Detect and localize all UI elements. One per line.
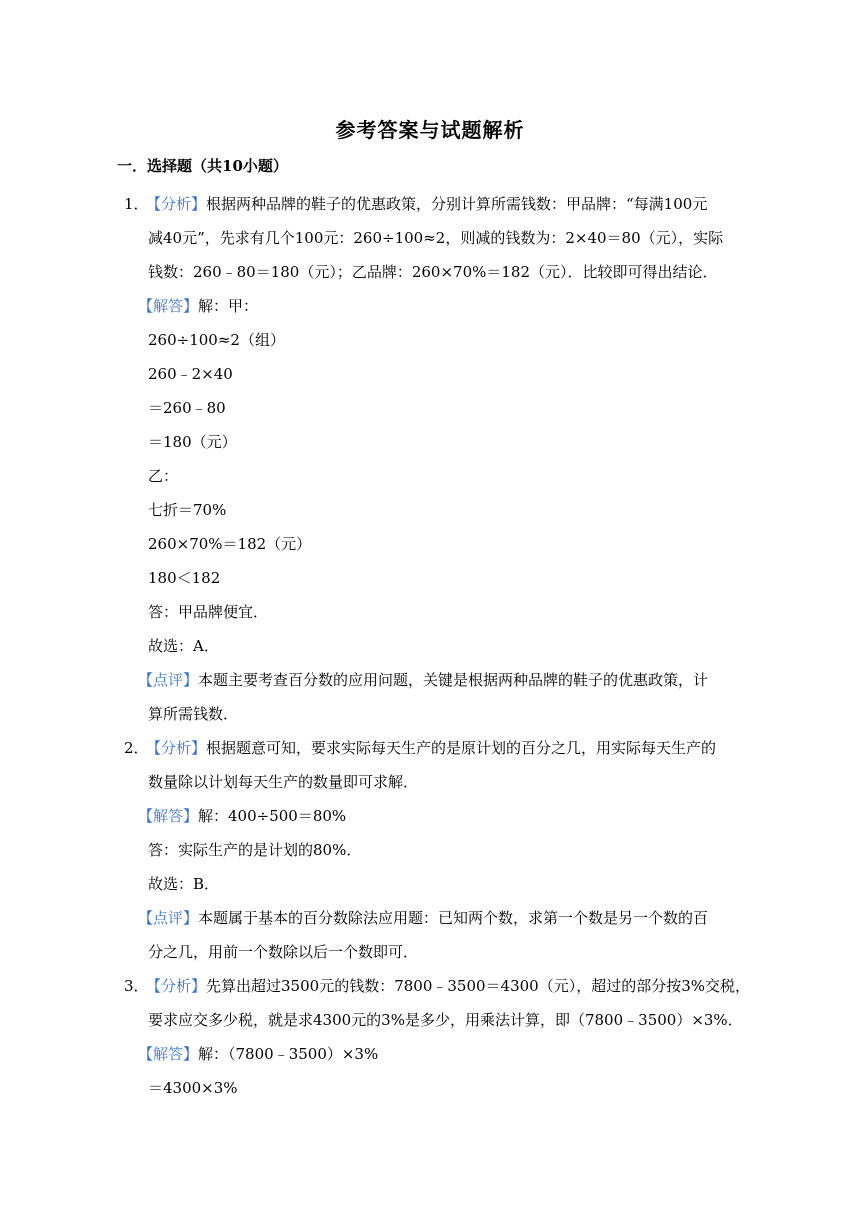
q1-analysis-line: 减40元”，先求有几个100元：260÷100≈2，则减的钱数为：2×40＝80（元），实际 [148, 229, 724, 247]
section-heading: 一．选择题（共10小题） [117, 157, 288, 175]
page-title: 参考答案与试题解析 [335, 118, 525, 142]
analysis-tag: 【分析】 [146, 195, 207, 213]
q1-comment-line: 【点评】本题主要考查百分数的应用问题，关键是根据两种品牌的鞋子的优惠政策，计 [138, 671, 709, 689]
q3-analysis-line: 【分析】先算出超过3500元的钱数：7800﹣3500＝4300（元），超过的部分按3%交税， [146, 977, 751, 995]
q3-analysis-line: 要求应交多少税，就是求4300元的3%是多少，用乘法计算，即（7800﹣3500）×3%． [148, 1011, 743, 1029]
q3-step: ＝4300×3% [148, 1079, 238, 1097]
q1-step: ＝180（元） [148, 433, 237, 451]
q3-solution-line: 【解答】解：（7800﹣3500）×3% [138, 1045, 379, 1063]
question-number: 1． [124, 195, 149, 213]
q1-step: 260﹣2×40 [148, 365, 233, 383]
q1-step: 260×70%＝182（元） [148, 535, 312, 553]
solution-tag: 【解答】 [138, 1045, 199, 1063]
q1-analysis-line: 【分析】根据两种品牌的鞋子的优惠政策，分别计算所需钱数：甲品牌：“每满100元 [146, 195, 708, 213]
q1-step: 180＜182 [148, 569, 221, 587]
q1-step: ＝260﹣80 [148, 399, 226, 417]
comment-tag: 【点评】 [138, 671, 199, 689]
solution-tag: 【解答】 [138, 297, 199, 315]
q2-step: 答：实际生产的是计划的80%． [148, 841, 362, 859]
q2-solution-line: 【解答】解：400÷500＝80% [138, 807, 347, 825]
comment-tag: 【点评】 [138, 909, 199, 927]
q1-step: 乙： [148, 467, 179, 485]
q2-step: 故选：B． [148, 875, 220, 893]
q1-analysis-line: 钱数：260﹣80＝180（元）；乙品牌：260×70%＝182（元）．比较即可得出结论． [148, 263, 718, 281]
q1-step: 七折＝70% [148, 501, 227, 519]
q2-comment-line: 【点评】本题属于基本的百分数除法应用题：已知两个数，求第一个数是另一个数的百 [138, 909, 709, 927]
question-number: 3． [124, 977, 149, 995]
q1-comment-line: 算所需钱数． [148, 705, 239, 723]
solution-tag: 【解答】 [138, 807, 199, 825]
q1-step: 260÷100≈2（组） [148, 331, 285, 349]
q2-comment-line: 分之几，用前一个数除以后一个数即可． [148, 943, 419, 961]
analysis-tag: 【分析】 [146, 977, 207, 995]
q2-analysis-line: 数量除以计划每天生产的数量即可求解． [148, 773, 419, 791]
q1-step: 答：甲品牌便宜． [148, 603, 269, 621]
question-number: 2． [124, 739, 149, 757]
q1-solution-line: 【解答】解：甲： [138, 297, 259, 315]
q2-analysis-line: 【分析】根据题意可知，要求实际每天生产的是原计划的百分之几，用实际每天生产的 [146, 739, 717, 757]
q1-step: 故选：A． [148, 637, 219, 655]
analysis-tag: 【分析】 [146, 739, 207, 757]
